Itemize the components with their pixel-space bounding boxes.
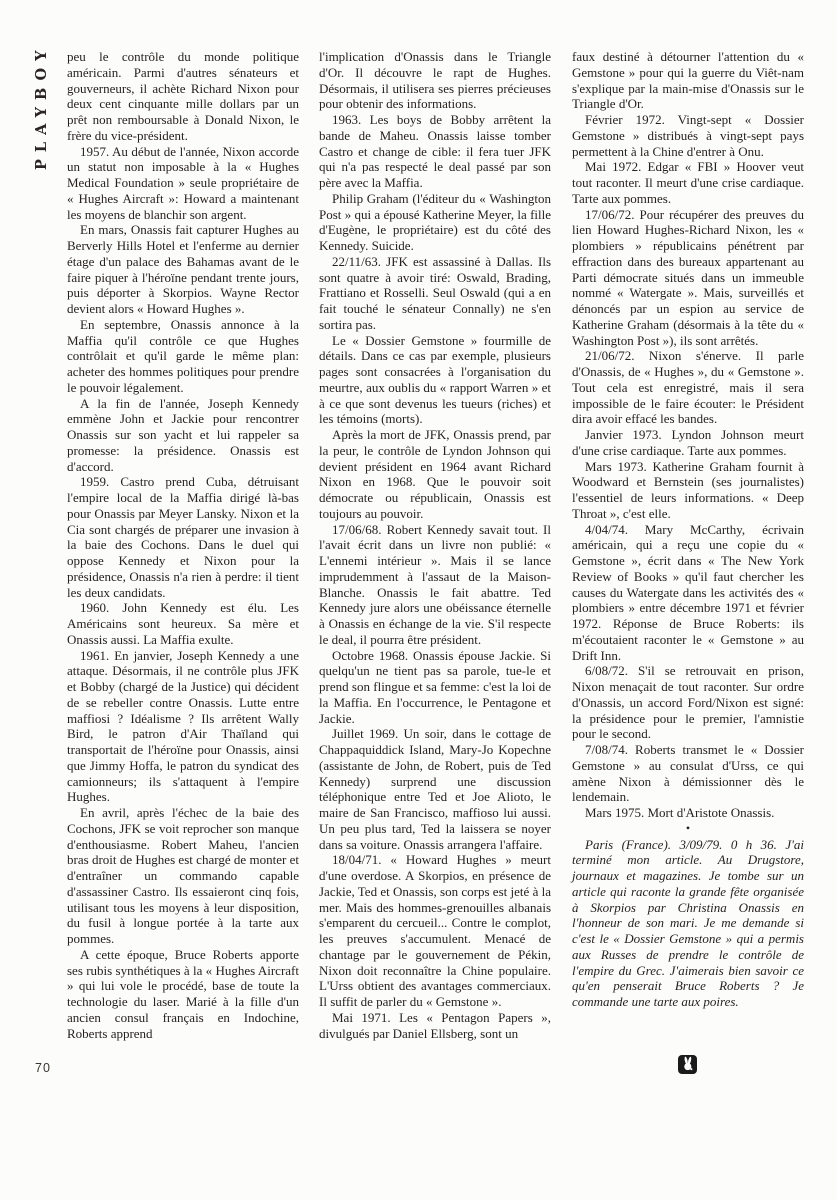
article-paragraph: 1961. En janvier, Joseph Kennedy a une attaque. Désormais, il ne contrôle plus JFK et Bobby (chargé de la Justice) qui décident de se rebeller contre Onassis. Lutte entre maffiosi ? Idéalisme ? Ils arrêtent Wally Bird, le patron d'Air Thaïland qui transportait de l'héroïne pour Onassis, ainsi que Jimmy Hoffa, le patron du syndicat des camionneurs; ils s'attaquent à l'empire Hughes.: [67, 647, 299, 805]
section-separator: •: [685, 820, 691, 835]
article-paragraph: Le « Dossier Gemstone » fourmille de détails. Dans ce cas par exemple, plusieurs pages sont consacrées à l'organisation du meurtre, aux oublis du « rapport Warren » et à ce que sont devenus les tueurs (riches) et les témoins (morts).: [319, 332, 551, 427]
article-paragraph: 18/04/71. « Howard Hughes » meurt d'une overdose. A Skorpios, en présence de Jackie, Ted et Onassis, son corps est jeté à la mer. Mais des hommes-grenouilles albanais s'emparent du cercueil... Contre le complot, les preuves s'accumulent. Menacé de chantage par le gouvernement de Pékin, Nixon doit reconnaître la Chine populaire. L'Urss obtient des avantages commerciaux. Il suffit de parler du « Gemstone ».: [319, 852, 551, 1009]
article-paragraph: Philip Graham (l'éditeur du « Washington Post » qui a épousé Katherine Meyer, la fille d'Eugène, le propriétaire) est du côté des Kennedy. Suicide.: [319, 190, 551, 253]
article-paragraph: Mai 1972. Edgar « FBI » Hoover veut tout raconter. Il meurt d'une crise cardiaque. Tarte aux pommes.: [572, 159, 804, 206]
article-paragraph: 4/04/74. Mary McCarthy, écrivain américain, qui a reçu une copie du « Gemstone », écrit dans « The New York Review of Books » qu'il faut chercher les causes du Watergate dans les activités des « plombiers » entre décembre 1971 et février 1972. Réponse de Bruce Roberts: ils m'écoutaient raconter le « Gemstone » au Drift Inn.: [572, 521, 804, 663]
article-paragraph: Janvier 1973. Lyndon Johnson meurt d'une crise cardiaque. Tarte aux pommes.: [572, 427, 804, 458]
article-paragraph: 7/08/74. Roberts transmet le « Dossier Gemstone » au consulat d'Urss, ce qui amène Nixon à démissionner dès le lendemain.: [572, 742, 804, 805]
article-paragraph: 1960. John Kennedy est élu. Les Américains sont heureux. Sa mère et Onassis aussi. La Maffia exulte.: [67, 600, 299, 647]
article-paragraph: l'implication d'Onassis dans le Triangle d'Or. Il découvre le rapt de Hughes. Désormais, il utilisera ses pierres précieuses pour obtenir des informations.: [319, 49, 551, 112]
article-paragraph: Mai 1971. Les « Pentagon Papers », divulgués par Daniel Ellsberg, sont un: [319, 1009, 551, 1041]
article-paragraph: 22/11/63. JFK est assassiné à Dallas. Ils sont quatre à avoir tiré: Oswald, Brading, Frattiano et Rosselli. Seul Oswald (qui a en fait touché le sénateur Connally) ne s'en sortira pas.: [319, 253, 551, 332]
article-paragraph: 17/06/68. Robert Kennedy savait tout. Il l'avait écrit dans un livre non publié: « L'ennemi intérieur ». Mais il se lance imprudemment à l'assaut de la Maison-Blanche. Onassis le fait abattre. Ted Kennedy jure alors une obéissance éternelle à Onassis en échange de la vie. S'il respecte le deal, il pourra être président.: [319, 521, 551, 647]
article-paragraph: Mars 1975. Mort d'Aristote Onassis.: [585, 805, 775, 820]
page-number: 70: [35, 1061, 51, 1075]
article-column-1: [67, 49, 299, 1041]
article-paragraph: A cette époque, Bruce Roberts apporte ses rubis synthétiques à la « Hughes Aircraft » qui lui vole le procédé, base de toute la technologie du laser. Marié à la fille d'un ancien consul français en Indochine, Roberts apprend: [67, 946, 299, 1041]
article-paragraph: Juillet 1969. Un soir, dans le cottage de Chappaquiddick Island, Mary-Jo Kopechne (assistante de John, de Robert, puis de Ted Kennedy) surprend une discussion téléphonique entre Ted et Joe Alioto, le maire de San Francisco, maffioso lui aussi. Un peu plus tard, Ted la laissera se noyer dans sa voiture. Onassis arrangera l'affaire.: [319, 726, 551, 852]
article-paragraph: Mars 1973. Katherine Graham fournit à Woodward et Bernstein (ses journalistes) l'essentiel de leurs informations. « Deep Throat », c'est elle.: [572, 458, 804, 521]
article-paragraph: Paris (France). 3/09/79. 0 h 36. J'ai terminé mon article. Au Drugstore, journaux et magazines. Je tombe sur un article qui raconte la grande fête organisée à Skorpios par Christina Onassis en l'honneur de son mari. Je me demande si c'est le « Dossier Gemstone » qui a permis aux Russes de prendre le contrôle de l'empire du Grec. J'aimerais bien savoir ce qu'en penserait Bruce Roberts ? Je commande une tarte aux poires.: [572, 836, 804, 1009]
article-paragraph: Octobre 1968. Onassis épouse Jackie. Si quelqu'un ne tient pas sa parole, tue-le et prend son flingue et sa femme: c'est la loi de la Maffia. En l'occurrence, le Pentagone et Jackie.: [319, 647, 551, 726]
article-paragraph: 1959. Castro prend Cuba, détruisant l'empire local de la Maffia dirigé là-bas pour Onassis par Meyer Lansky. Nixon et la Cia sont chargés de préparer une invasion à la baie des Cochons. Dans le duel qui oppose Kennedy et Nixon pour la présidence, Onassis n'a rien à perdre: il tient les deux candidats.: [67, 474, 299, 600]
article-column-3: [572, 49, 804, 1010]
playboy-bunny-icon: [678, 1055, 697, 1074]
article-paragraph: En mars, Onassis fait capturer Hughes au Berverly Hills Hotel et l'enferme au dernier étage d'un palace des Bahamas avant de le faire piquer à l'héroïne pendant trente jours, puis déporter à Skorpios. Wayne Rector devient alors « Howard Hughes ».: [67, 222, 299, 316]
article-paragraph: 17/06/72. Pour récupérer des preuves du lien Howard Hughes-Richard Nixon, les « plombiers » républicains pénétrent par effraction dans des bureaux appartenant au Parti démocrate situés dans un immeuble nommé « Watergate ». Mais, surveillés et dénoncés par un espion au service de Katherine Graham (désormais à la tête du « Washington Post »), ils sont arrêtés.: [572, 206, 804, 348]
article-paragraph: En septembre, Onassis annonce à la Maffia qu'il contrôle ce que Hughes contrôlait et qu'il garde le même plan: acheter des hommes politiques pour prendre le pouvoir légalement.: [67, 316, 299, 395]
article-paragraph: A la fin de l'année, Joseph Kennedy emmène John et Jackie pour rencontrer Onassis sur son yacht et lui rappeler sa promesse: la présidence. Onassis est d'accord.: [67, 395, 299, 474]
article-column-2: [319, 49, 551, 1041]
article-paragraph: 1963. Les boys de Bobby arrêtent la bande de Maheu. Onassis laisse tomber Castro et change de cible: il fera tuer JFK qui n'a pas respecté le deal passé par son père avec la Maffia.: [319, 112, 551, 190]
magazine-title-vertical: PLAYBOY: [33, 43, 50, 170]
article-paragraph: Après la mort de JFK, Onassis prend, par la peur, le contrôle de Lyndon Johnson qui devient président en 1964 avant Richard Nixon en 1968. Que le pouvoir soit démocrate ou républicain, Onassis est toujours au pouvoir.: [319, 427, 551, 521]
article-paragraph: Février 1972. Vingt-sept « Dossier Gemstone » distribués à vingt-sept pays permettent à la Chine d'entrer à Onu.: [572, 112, 804, 159]
article-paragraph: peu le contrôle du monde politique américain. Parmi d'autres sénateurs et gouverneurs, il achète Richard Nixon pour deux cent cinquante mille dollars par un prêt non remboursable à Donald Nixon, le frère du vice-président.: [67, 49, 299, 143]
article-paragraph: En avril, après l'échec de la baie des Cochons, JFK se voit reprocher son manque d'enthousiasme. Robert Maheu, l'ancien bras droit de Hughes est chargé de monter et d'entraîner un commando capable d'assassiner Castro. Ils essaieront cinq fois, utilisant tous les moyens à leur disposition, du fusil à longue portée à la tarte aux pommes.: [67, 805, 299, 946]
article-paragraph: 21/06/72. Nixon s'énerve. Il parle d'Onassis, de « Hughes », du « Gemstone ». Tout cela est enregistré, mais il sera impossible de le faire écouter: le Président dira avoir effacé les bandes.: [572, 348, 804, 427]
article-paragraph: faux destiné à détourner l'attention du « Gemstone » pour qui la guerre du Viêt-nam s'explique par la main-mise d'Onassis sur le Triangle d'Or.: [572, 49, 804, 112]
article-paragraph: 1957. Au début de l'année, Nixon accorde un statut non imposable à la « Hughes Medical Foundation » seule propriétaire de « Hughes Aircraft »: Howard a maintenant les moyens de blanchir son argent.: [67, 143, 299, 222]
article-paragraph: 6/08/72. S'il se retrouvait en prison, Nixon menaçait de tout raconter. Sur ordre d'Onassis, un accord Ford/Nixon est signé: la présidence pour le premier, l'amnistie pour le second.: [572, 663, 804, 742]
